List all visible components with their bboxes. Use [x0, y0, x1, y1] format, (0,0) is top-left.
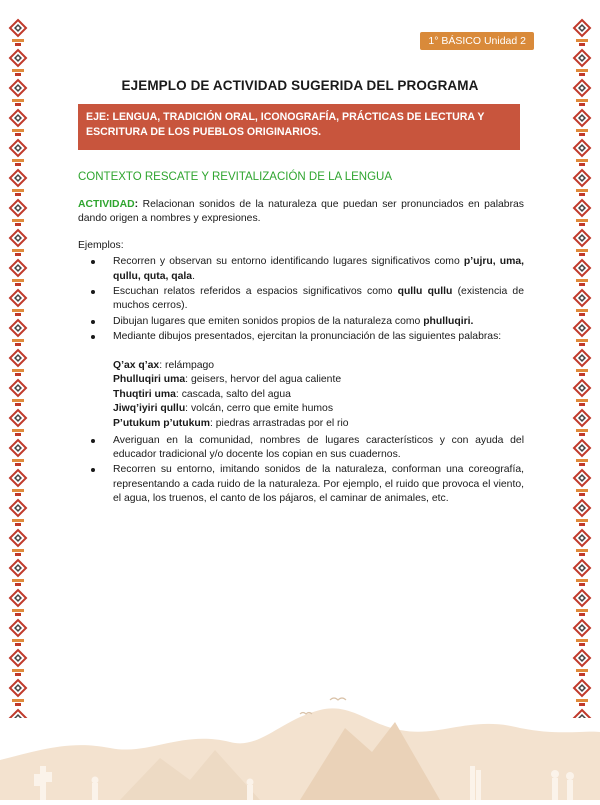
list-item: Averiguan en la comunidad, nombres de lugares característicos y con ayuda del educador tradicional y/o docente los copian en sus cuadernos. — [78, 434, 524, 463]
bullet-icon — [91, 468, 95, 472]
decorative-border-left — [8, 18, 28, 718]
vocab-item: Q’ax q’ax: relámpago — [113, 359, 215, 371]
activity-text: Relacionan sonidos de la naturaleza que puedan ser pronunciados en palabras dando origen a nombres y expresiones. — [78, 199, 525, 225]
activity-content — [78, 198, 524, 508]
context-heading: CONTEXTO RESCATE Y REVITALIZACIÓN DE LA LENGUA — [78, 171, 392, 183]
eje-banner: EJE: LENGUA, TRADICIÓN ORAL, ICONOGRAFÍA, PRÁCTICAS DE LECTURA Y ESCRITURA DE LOS PUEBLOS ORIGINARIOS. — [78, 104, 520, 150]
vocab-item: Thuqtiri uma: cascada, salto del agua — [113, 388, 291, 400]
examples-list — [78, 255, 524, 344]
vocab-item: Jiwq’iyiri qullu: volcán, cerro que emite humos — [113, 403, 334, 415]
examples-label: Ejemplos: — [78, 239, 124, 251]
bullet-icon — [91, 260, 95, 264]
vocab-item: P’utukum p’utukum: piedras arrastradas por el rio — [113, 418, 349, 430]
list-item: Recorren su entorno, imitando sonidos de la naturaleza, conforman una coreografía, representando a cada ruido de la naturaleza. Por ejemplo, el ruido que provoca el viento, el agua, los truenos, el canto de los pájaros, el caminar de animales, etc. — [78, 463, 524, 506]
page-title: EJEMPLO DE ACTIVIDAD SUGERIDA DEL PROGRAMA — [121, 78, 479, 93]
list-item: Escuchan relatos referidos a espacios significativos como qullu qullu (existencia de muchos cerros). — [78, 285, 524, 314]
activity-paragraph: ACTIVIDAD: Relacionan sonidos de la naturaleza que puedan ser pronunciados en palabras dando origen a nombres y expresiones. — [78, 199, 525, 225]
unit-tab: 1° BÁSICO Unidad 2 — [420, 32, 534, 50]
list-item: Mediante dibujos presentados, ejercitan la pronunciación de las siguientes palabras: — [78, 330, 524, 344]
bullet-icon — [91, 439, 95, 443]
decorative-border-right — [572, 18, 592, 718]
list-item: Recorren y observan su entorno identificando lugares significativos como p’ujru, uma, qullu, quta, qala. — [78, 255, 524, 284]
bullet-icon — [91, 290, 95, 294]
vocab-item: Phulluqiri uma: geisers, hervor del agua caliente — [113, 374, 342, 386]
bullet-icon — [91, 335, 95, 339]
vocabulary-list — [78, 359, 524, 432]
bullet-icon — [91, 320, 95, 324]
list-item: Dibujan lugares que emiten sonidos propios de la naturaleza como phulluqiri. — [78, 315, 524, 329]
footer-landscape-illustration — [0, 670, 600, 800]
activity-label: ACTIVIDAD — [78, 199, 135, 210]
examples-list-continued — [78, 434, 524, 507]
